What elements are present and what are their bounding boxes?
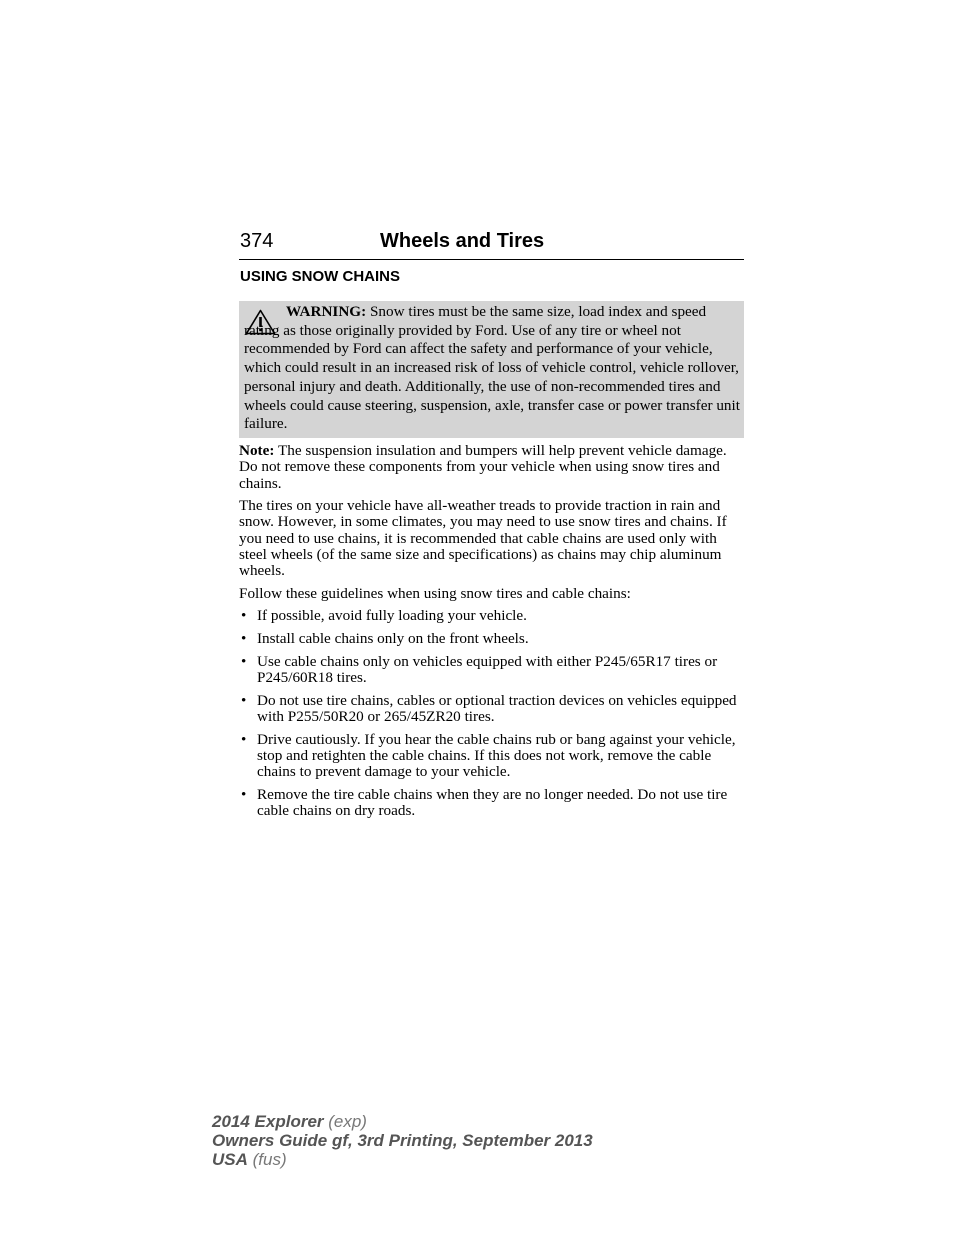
- list-item: • Do not use tire chains, cables or optional traction devices on vehicles equipped with P255/50R20 or 265/45ZR20 tires.: [241, 691, 737, 725]
- warning-box: [239, 301, 744, 438]
- footer-model: 2014 Explorer (exp): [212, 1112, 367, 1131]
- note-paragraph: [239, 443, 744, 492]
- page-number: 374: [240, 230, 274, 252]
- note-label: Note:: [239, 442, 275, 459]
- chapter-title: Wheels and Tires: [380, 230, 545, 252]
- footer-printing: Owners Guide gf, 3rd Printing, September 2013: [212, 1131, 593, 1150]
- bullet-icon: •: [241, 629, 247, 647]
- page-header: [239, 228, 744, 260]
- list-item: • If possible, avoid fully loading your vehicle.: [241, 607, 527, 624]
- bullet-icon: •: [241, 652, 247, 670]
- guidelines-list: [239, 608, 744, 826]
- list-item: • Use cable chains only on vehicles equipped with either P245/65R17 tires or P245/60R18 tires.: [241, 652, 718, 686]
- warning-label: WARNING:: [286, 303, 367, 320]
- bullet-icon: •: [241, 607, 247, 624]
- bullet-icon: •: [241, 691, 247, 709]
- list-item: • Remove the tire cable chains when they are no longer needed. Do not use tire cable chains on dry roads.: [241, 786, 728, 820]
- page-footer: [212, 1112, 593, 1169]
- footer-market: USA (fus): [212, 1150, 287, 1169]
- note-text: The suspension insulation and bumpers will help prevent vehicle damage. Do not remove these components from your vehicle when using snow tires and chains.: [239, 442, 727, 492]
- traction-paragraph: The tires on your vehicle have all-weather treads to provide traction in rain and snow. However, in some climates, you may need to use snow tires and chains. If you need to use chains, it is recommended that cable chains are used only with steel wheels (of the same size and specifications) as chains may chip aluminum wheels.: [239, 497, 727, 580]
- bullet-icon: •: [241, 730, 247, 748]
- guidelines-intro: Follow these guidelines when using snow tires and cable chains:: [239, 585, 631, 602]
- list-item: • Drive cautiously. If you hear the cable chains rub or bang against your vehicle, stop and retighten the cable chains. If this does not work, remove the cable chains to prevent damage to your vehicle.: [241, 730, 736, 781]
- list-item: • Install cable chains only on the front wheels.: [241, 629, 529, 647]
- warning-body: Snow tires must be the same size, load index and speed rating as those originally provided by Ford. Use of any tire or wheel not recommended by Ford can affect the safety and performance of your vehicle, which could result in an increased risk of loss of vehicle control, vehicle rollover, personal injury and death. Additionally, the use of non-recommended tires and wheels could cause steering, suspension, axle, transfer case or power transfer unit failure.: [244, 303, 740, 433]
- bullet-icon: •: [241, 786, 247, 804]
- section-title: USING SNOW CHAINS: [240, 268, 401, 285]
- warning-text: [244, 303, 740, 434]
